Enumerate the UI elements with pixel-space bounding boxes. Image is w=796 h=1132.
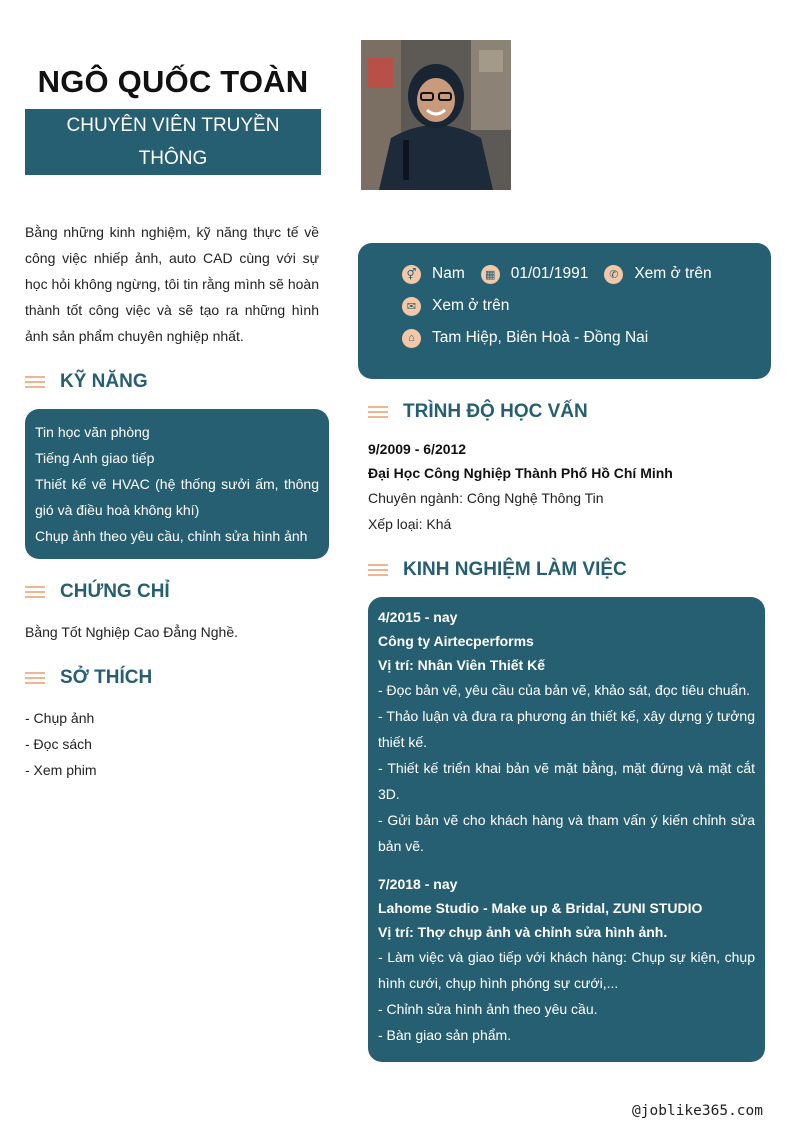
birthday-info [481,265,589,284]
education-major: Chuyên ngành: Công Nghệ Thông Tin [368,490,604,506]
candidate-name: NGÔ QUỐC TOÀN [37,64,309,99]
calendar-icon: ▦ [481,265,500,284]
hobby-item: - Chụp ảnh [25,710,95,726]
certificate-text: Bằng Tốt Nghiệp Cao Đẳng Nghề. [25,624,238,640]
experience-duty: - Làm việc và giao tiếp với khách hàng: Chụp sự kiện, chụp hình cưới, chụp hình phóng sự cưới,... [378,949,755,991]
menu-lines-icon [25,376,45,388]
hobbies-heading [25,667,152,689]
menu-lines-icon [25,672,45,684]
email-info [402,297,509,316]
skill-item: Tin học văn phòng [35,424,150,440]
experience-company: Lahome Studio - Make up & Bridal, ZUNI STUDIO [378,900,703,916]
experience-company: Công ty Airtecperforms [378,633,534,649]
experience-duty: - Đọc bản vẽ, yêu cầu của bản vẽ, khảo sát, đọc tiêu chuẩn. [378,682,751,698]
gender-info [402,265,465,284]
experience-entry [378,605,755,859]
gender-icon: ⚥ [402,265,421,284]
skills-box [25,409,329,559]
phone-value: Xem ở trên [634,265,712,282]
experience-duty: - Thảo luận và đưa ra phương án thiết kế, xây dựng ý tưởng thiết kế. [378,708,755,750]
hobbies-list [25,705,325,783]
skills-heading [25,371,148,393]
experience-duty: - Thiết kế triển khai bản vẽ mặt bằng, mặt đứng và mặt cắt 3D. [378,760,755,802]
hobby-item: - Đọc sách [25,736,92,752]
education-heading [368,401,588,423]
experience-heading [368,559,627,581]
phone-icon: ✆ [604,265,623,284]
menu-lines-icon [368,406,388,418]
education-period: 9/2009 - 6/2012 [368,441,467,457]
gender-value: Nam [432,265,465,282]
experience-heading-text: KINH NGHIỆM LÀM VIỆC [403,559,627,580]
email-icon: ✉ [402,297,421,316]
address-info [402,329,648,348]
skills-heading-text: KỸ NĂNG [60,371,148,392]
skill-item: Thiết kế vẽ HVAC (hệ thống sưởi ấm, thông gió và điều hoà không khí) [35,476,319,518]
skill-item: Tiếng Anh giao tiếp [35,450,155,466]
home-icon: ⌂ [402,329,421,348]
experience-duty: - Chỉnh sửa hình ảnh theo yêu cầu. [378,1001,598,1017]
experience-position: Vị trí: Nhân Viên Thiết Kế [378,657,545,673]
email-value: Xem ở trên [432,297,510,314]
certificates-heading-text: CHỨNG CHỈ [60,581,170,602]
personal-info-box [358,243,771,379]
experience-period: 7/2018 - nay [378,876,458,892]
menu-lines-icon [368,564,388,576]
footer-watermark: @joblike365.com [632,1103,763,1119]
education-heading-text: TRÌNH ĐỘ HỌC VẤN [403,401,588,422]
education-school: Đại Học Công Nghiệp Thành Phố Hồ Chí Minh [368,465,673,481]
experience-box [368,597,765,1062]
menu-lines-icon [25,586,45,598]
experience-position: Vị trí: Thợ chụp ảnh và chỉnh sửa hình ảnh. [378,924,668,940]
info-row [402,327,664,349]
address-value: Tam Hiệp, Biên Hoà - Đồng Nai [432,329,649,346]
education-entry [368,437,768,537]
skill-item: Chụp ảnh theo yêu cầu, chỉnh sửa hình ảnh [35,528,308,544]
experience-duty: - Bàn giao sản phẩm. [378,1027,512,1043]
info-row [402,263,728,285]
job-title-banner: CHUYÊN VIÊN TRUYỀN THÔNG [25,109,321,175]
career-summary: Bằng những kinh nghiệm, kỹ năng thực tế về công việc nhiếp ảnh, auto CAD cùng với sự học hỏi không ngừng, tôi tin rằng mình sẽ hoàn thành tốt công việc và sẽ tạo ra những hình ảnh sản phẩm chuyên nghiệp nhất. [25,224,319,344]
birthday-value: 01/01/1991 [510,265,589,282]
experience-duty: - Gửi bản vẽ cho khách hàng và tham vấn ý kiến chỉnh sửa bản vẽ. [378,812,755,854]
experience-entry [378,872,755,1048]
education-grade: Xếp loại: Khá [368,516,452,532]
info-row [402,295,525,317]
experience-period: 4/2015 - nay [378,609,458,625]
profile-photo [361,40,511,190]
hobbies-heading-text: SỞ THÍCH [60,667,153,688]
certificates-heading [25,581,170,603]
hobby-item: - Xem phim [25,762,97,778]
phone-info [604,265,711,284]
